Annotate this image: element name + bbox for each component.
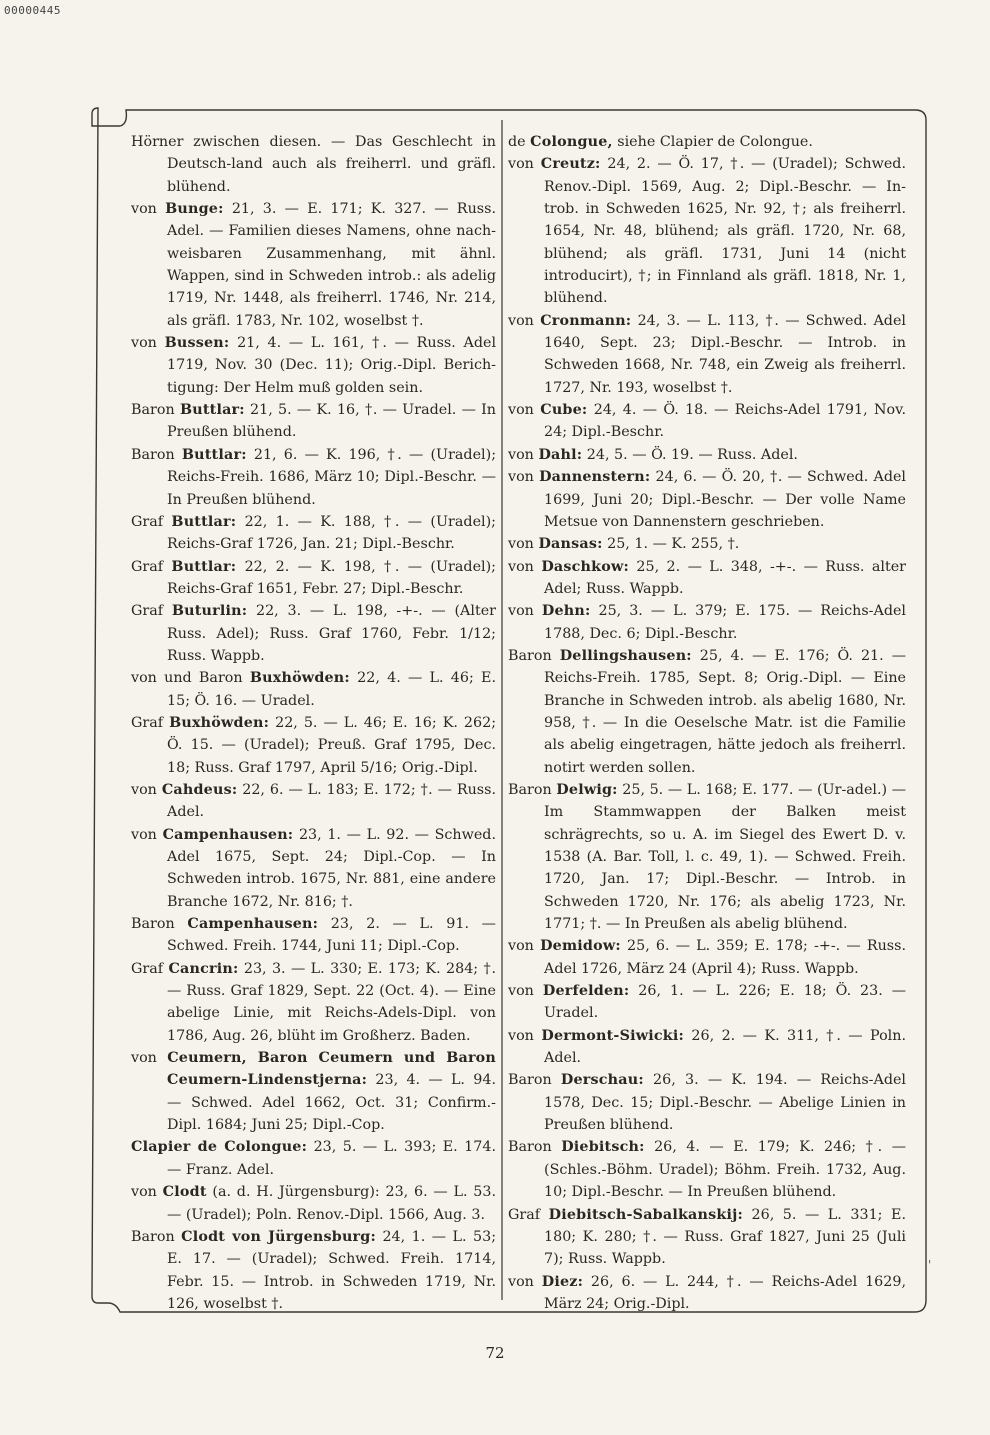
entry-text: 24, 1. — L. 53; E. 17. — (Uradel); Schwed. Freih. 1714, Febr. 15. — Introb. in Schweden 1719, Nr. 126, woselbst †. xyxy=(167,1228,497,1312)
entry-prefix: Baron xyxy=(131,446,175,463)
entry xyxy=(131,824,496,913)
entry-name: Campenhausen: xyxy=(187,916,319,933)
entry xyxy=(131,1047,496,1136)
entry-prefix: von xyxy=(508,1027,534,1044)
entry-prefix: von xyxy=(508,938,534,955)
entry-name: Diez: xyxy=(541,1273,584,1290)
entry-text: 22, 6. — L. 183; E. 172; †. — Russ. Adel. xyxy=(167,781,497,821)
entry-name: Cancrin: xyxy=(168,960,239,977)
entry-prefix: von xyxy=(131,335,157,352)
entry-prefix: von xyxy=(131,201,157,218)
entry-name: Clodt xyxy=(162,1184,207,1201)
scan-id: 00000445 xyxy=(4,4,61,17)
entry xyxy=(508,1025,906,1070)
entry-prefix: von xyxy=(508,558,534,575)
entry-prefix: Graf xyxy=(131,960,164,977)
entry xyxy=(131,1136,496,1181)
entry xyxy=(508,1069,906,1136)
entry-prefix: von xyxy=(508,156,534,173)
entry-text: 25, 4. — E. 176; Ö. 21. — Reichs-Freih. 1785, Sept. 8; Orig.-Dipl. — Eine Branche in Schweden introb. als abelig 1680, Nr. 958, †. — In die Oeselsche Matr. ist die Familie als abelig eingetragen, hätte jedoch als freiherrl. notirt werden sollen. xyxy=(544,647,906,776)
entry-name: Diebitsch: xyxy=(561,1139,645,1156)
entry-name: Cube: xyxy=(540,402,588,419)
entry-prefix: Graf xyxy=(131,714,164,731)
right-column xyxy=(508,131,906,1315)
entry xyxy=(131,131,496,198)
entry-text: 26, 2. — K. 311, †. — Poln. Adel. xyxy=(544,1027,907,1067)
entry xyxy=(508,935,906,980)
entry xyxy=(131,399,496,444)
stray-mark: ' xyxy=(928,1258,932,1272)
entry-name: Dahl: xyxy=(538,446,583,463)
entry-name: Derfelden: xyxy=(542,983,630,1000)
entry-name: Derschau: xyxy=(560,1072,644,1089)
entry xyxy=(508,131,906,153)
entry-name: Clodt von Jürgensburg: xyxy=(181,1228,376,1245)
entry xyxy=(508,466,906,533)
entry-text: Hörner zwischen diesen. — Das Geschlecht in Deutsch-land auch als freiherrl. und gräfl. blühend. xyxy=(131,134,496,195)
entry-text: 25, 1. — K. 255, †. xyxy=(607,536,740,553)
entry-text: 26, 1. — L. 226; E. 18; Ö. 23. — Uradel. xyxy=(544,983,907,1022)
entry-name: Demidow: xyxy=(540,938,621,955)
entry-text: siehe Clapier de Colongue. xyxy=(617,134,813,150)
entry-prefix: Baron xyxy=(131,916,175,933)
entry-name: Campenhausen: xyxy=(162,826,294,843)
entry-text: 23, 5. — L. 393; E. 174. — Franz. Adel. xyxy=(167,1139,497,1178)
entry-text: 26, 6. — L. 244, †. — Reichs-Adel 1629, März 24; Orig.-Dipl. xyxy=(544,1273,907,1312)
entry-name: Buttlar: xyxy=(171,513,237,530)
entry-prefix: Graf xyxy=(131,513,164,530)
entry-text: 21, 4. — L. 161, †. — Russ. Adel 1719, Nov. 30 (Dec. 11); Orig.-Dipl. Berich-tigung: Der Helm muß golden sein. xyxy=(167,335,497,396)
entry-prefix: von xyxy=(508,603,534,620)
entry-prefix: de xyxy=(508,134,526,150)
entry-prefix: von xyxy=(131,781,157,798)
entry-text: 26, 4. — E. 179; K. 246; †. — (Schles.-Böhm. Uradel); Böhm. Freih. 1732, Aug. 10; Dipl.-Beschr. — In Preußen blühend. xyxy=(544,1139,907,1201)
entry-prefix: von xyxy=(131,1184,157,1201)
entry-name: Colongue, xyxy=(530,134,613,150)
entry-text: 24, 4. — Ö. 18. — Reichs-Adel 1791, Nov. 24; Dipl.-Beschr. xyxy=(544,402,907,441)
entry-name: Buxhöwden: xyxy=(169,714,270,731)
entry xyxy=(131,779,496,824)
entry-prefix: von xyxy=(508,983,534,1000)
entry-name: Buttlar: xyxy=(179,402,245,419)
entry-text: (a. d. H. Jürgensburg): 23, 6. — L. 53. — (Uradel); Poln. Renov.-Dipl. 1566, Aug. 3. xyxy=(167,1184,496,1223)
entry-text: 23, 1. — L. 92. — Schwed. Adel 1675, Sept. 24; Dipl.-Cop. — In Schweden introb. 1675, Nr. 881, eine andere Branche 1672, Nr. 816; †. xyxy=(167,826,497,910)
entry xyxy=(131,444,496,511)
entry-prefix: Baron xyxy=(131,1228,175,1245)
entry-name: Creutz: xyxy=(540,156,601,173)
entry-name: Clapier de Colongue: xyxy=(131,1139,308,1156)
entry-prefix: Baron xyxy=(508,1072,552,1089)
entry-prefix: Graf xyxy=(131,603,164,620)
entry-name: Buturlin: xyxy=(171,603,248,620)
entry-text: 23, 2. — L. 91. — Schwed. Freih. 1744, Juni 11; Dipl.-Cop. xyxy=(167,916,496,955)
left-column xyxy=(131,131,496,1315)
entry-text: 23, 3. — L. 330; E. 173; K. 284; †. — Russ. Graf 1829, Sept. 22 (Oct. 4). — Eine abelige Linie, mit Reichs-Adels-Dipl. von 1786, Aug. 26, blüht im Großherz. Baden. xyxy=(167,960,497,1044)
entry-name: Buttlar: xyxy=(171,558,237,575)
entry-name: Daschkow: xyxy=(541,558,629,575)
entry-name: Dansas: xyxy=(538,536,603,553)
entry-name: Buxhöwden: xyxy=(249,670,350,687)
entry-name: Cahdeus: xyxy=(161,781,238,798)
entry xyxy=(508,980,906,1025)
entry xyxy=(508,779,906,935)
entry-name: Ceumern, Baron Ceumern und Baron Ceumern-Lindenstjerna: xyxy=(167,1050,497,1089)
entry-name: Dermont-Siwicki: xyxy=(541,1027,684,1044)
entry-text: 24, 6. — Ö. 20, †. — Schwed. Adel 1699, Juni 20; Dipl.-Beschr. — Der volle Name Metsue von Dannenstern geschrieben. xyxy=(544,469,907,530)
entry-text: 21, 5. — K. 16, †. — Uradel. — In Preußen blühend. xyxy=(167,402,496,441)
entry-name: Bussen: xyxy=(164,335,230,352)
entry xyxy=(508,645,906,779)
entry-name: Delwig: xyxy=(556,781,618,798)
entry-name: Cronmann: xyxy=(540,312,632,329)
entry-text: 22, 5. — L. 46; E. 16; K. 262; Ö. 15. — (Uradel); Preuß. Graf 1795, Dec. 18; Russ. Graf 1797, April 5/16; Orig.-Dipl. xyxy=(167,714,497,776)
entry xyxy=(508,1204,906,1271)
entry-prefix: von xyxy=(508,402,534,419)
entry-prefix: Baron xyxy=(508,647,552,664)
entry xyxy=(131,511,496,556)
entry-text: 23, 4. — L. 94. — Schwed. Adel 1662, Oct. 31; Confirm.-Dipl. 1684; Juni 25; Dipl.-Cop. xyxy=(167,1072,496,1134)
entry xyxy=(508,1271,906,1316)
entry-name: Dehn: xyxy=(541,603,591,620)
entry-text: 21, 3. — E. 171; K. 327. — Russ. Adel. — Familien dieses Namens, ohne nach-weisbaren Zusammenhang, mit ähnl. Wappen, sind in Schweden introb.: als adelig 1719, Nr. 1448, als freiherrl. 1746, Nr. 214, als gräfl. 1783, Nr. 102, woselbst †. xyxy=(167,201,496,329)
entry-text: 24, 2. — Ö. 17, †. — (Uradel); Schwed. Renov.-Dipl. 1569, Aug. 2; Dipl.-Beschr. — In-trob. in Schweden 1625, Nr. 92, †; als freiherrl. 1654, Nr. 48, blühend; als gräfl. 1720, Nr. 68, blühend; als gräfl. 1731, Juni 14 (nicht introducirt), †; in Finnland als gräfl. 1818, Nr. 1, blühend. xyxy=(544,156,907,307)
entry-text: 25, 6. — L. 359; E. 178; -+-. — Russ. Adel 1726, März 24 (April 4); Russ. Wappb. xyxy=(544,938,907,977)
entry-text: 26, 5. — L. 331; E. 180; K. 280; †. — Russ. Graf 1827, Juni 25 (Juli 7); Russ. Wappb. xyxy=(544,1206,906,1268)
entry-prefix: Graf xyxy=(508,1206,541,1223)
entry-prefix: von xyxy=(508,536,534,553)
entry xyxy=(508,600,906,645)
entry-prefix: von xyxy=(508,469,534,486)
entry xyxy=(508,556,906,601)
entry xyxy=(131,556,496,601)
entry-prefix: von xyxy=(131,826,157,843)
entry xyxy=(131,332,496,399)
entry-text: 25, 5. — L. 168; E. 177. — (Ur-adel.) — Im Stammwappen der Balken meist schrägrechts, so u. A. im Siegel des Ewert D. v. 1538 (A. Bar. Toll, l. c. 49, 1). — Schwed. Freih. 1720, Jan. 17; Dipl.-Beschr. — Introb. in Schweden 1720, Nr. 176; als abelig 1723, Nr. 1771; †. — In Preußen als abelig blühend. xyxy=(544,781,906,933)
entry xyxy=(508,533,906,555)
entry-prefix: von und Baron xyxy=(131,670,243,687)
entry-name: Buttlar: xyxy=(181,446,247,463)
entry-text: 26, 3. — K. 194. — Reichs-Adel 1578, Dec. 15; Dipl.-Beschr. — Abelige Linien in Preußen blühend. xyxy=(544,1072,907,1134)
entry-text: 25, 3. — L. 379; E. 175. — Reichs-Adel 1788, Dec. 6; Dipl.-Beschr. xyxy=(544,603,907,642)
entry-text: 22, 4. — L. 46; E. 15; Ö. 16. — Uradel. xyxy=(167,670,497,709)
entry xyxy=(131,958,496,1047)
entry xyxy=(508,444,906,466)
entry-prefix: von xyxy=(508,446,534,463)
entry-prefix: Baron xyxy=(508,1139,552,1156)
entry xyxy=(131,913,496,958)
entry xyxy=(508,310,906,399)
entry-text: 22, 1. — K. 188, †. — (Uradel); Reichs-Graf 1726, Jan. 21; Dipl.-Beschr. xyxy=(167,513,496,553)
entry xyxy=(131,198,496,332)
entry xyxy=(131,712,496,779)
entry xyxy=(131,1226,496,1315)
entry xyxy=(131,667,496,712)
entry-name: Bunge: xyxy=(165,201,224,218)
entry xyxy=(131,600,496,667)
entry xyxy=(508,153,906,309)
entry-text: 24, 3. — L. 113, †. — Schwed. Adel 1640, Sept. 23; Dipl.-Beschr. — Introb. in Schweden 1668, Nr. 748, ein Zweig als freiherrl. 1727, Nr. 193, woselbst †. xyxy=(544,312,906,396)
entry-name: Dellingshausen: xyxy=(559,647,692,664)
entry-text: 22, 3. — L. 198, -+-. — (Alter Russ. Adel); Russ. Graf 1760, Febr. 1/12; Russ. Wappb. xyxy=(167,603,496,664)
entry-prefix: Graf xyxy=(131,558,164,575)
entry xyxy=(131,1181,496,1226)
entry-text: 21, 6. — K. 196, †. — (Uradel); Reichs-Freih. 1686, März 10; Dipl.-Beschr. — In Preußen blühend. xyxy=(167,446,497,508)
entry-prefix: von xyxy=(131,1050,157,1067)
entry-prefix: Baron xyxy=(131,402,175,419)
entry-name: Diebitsch-Sabalkanskij: xyxy=(548,1206,743,1223)
entry-text: 22, 2. — K. 198, †. — (Uradel); Reichs-Graf 1651, Febr. 27; Dipl.-Beschr. xyxy=(167,558,496,597)
entry xyxy=(508,399,906,444)
entry-prefix: Baron xyxy=(508,781,552,798)
entry-text: 24, 5. — Ö. 19. — Russ. Adel. xyxy=(586,446,798,463)
entry-prefix: von xyxy=(508,1273,534,1290)
entry-prefix: von xyxy=(508,312,534,329)
entry xyxy=(508,1136,906,1203)
entry-text: 25, 2. — L. 348, -+-. — Russ. alter Adel; Russ. Wappb. xyxy=(544,558,907,597)
entry-name: Dannenstern: xyxy=(539,469,651,486)
page-number: 72 xyxy=(485,1344,505,1362)
